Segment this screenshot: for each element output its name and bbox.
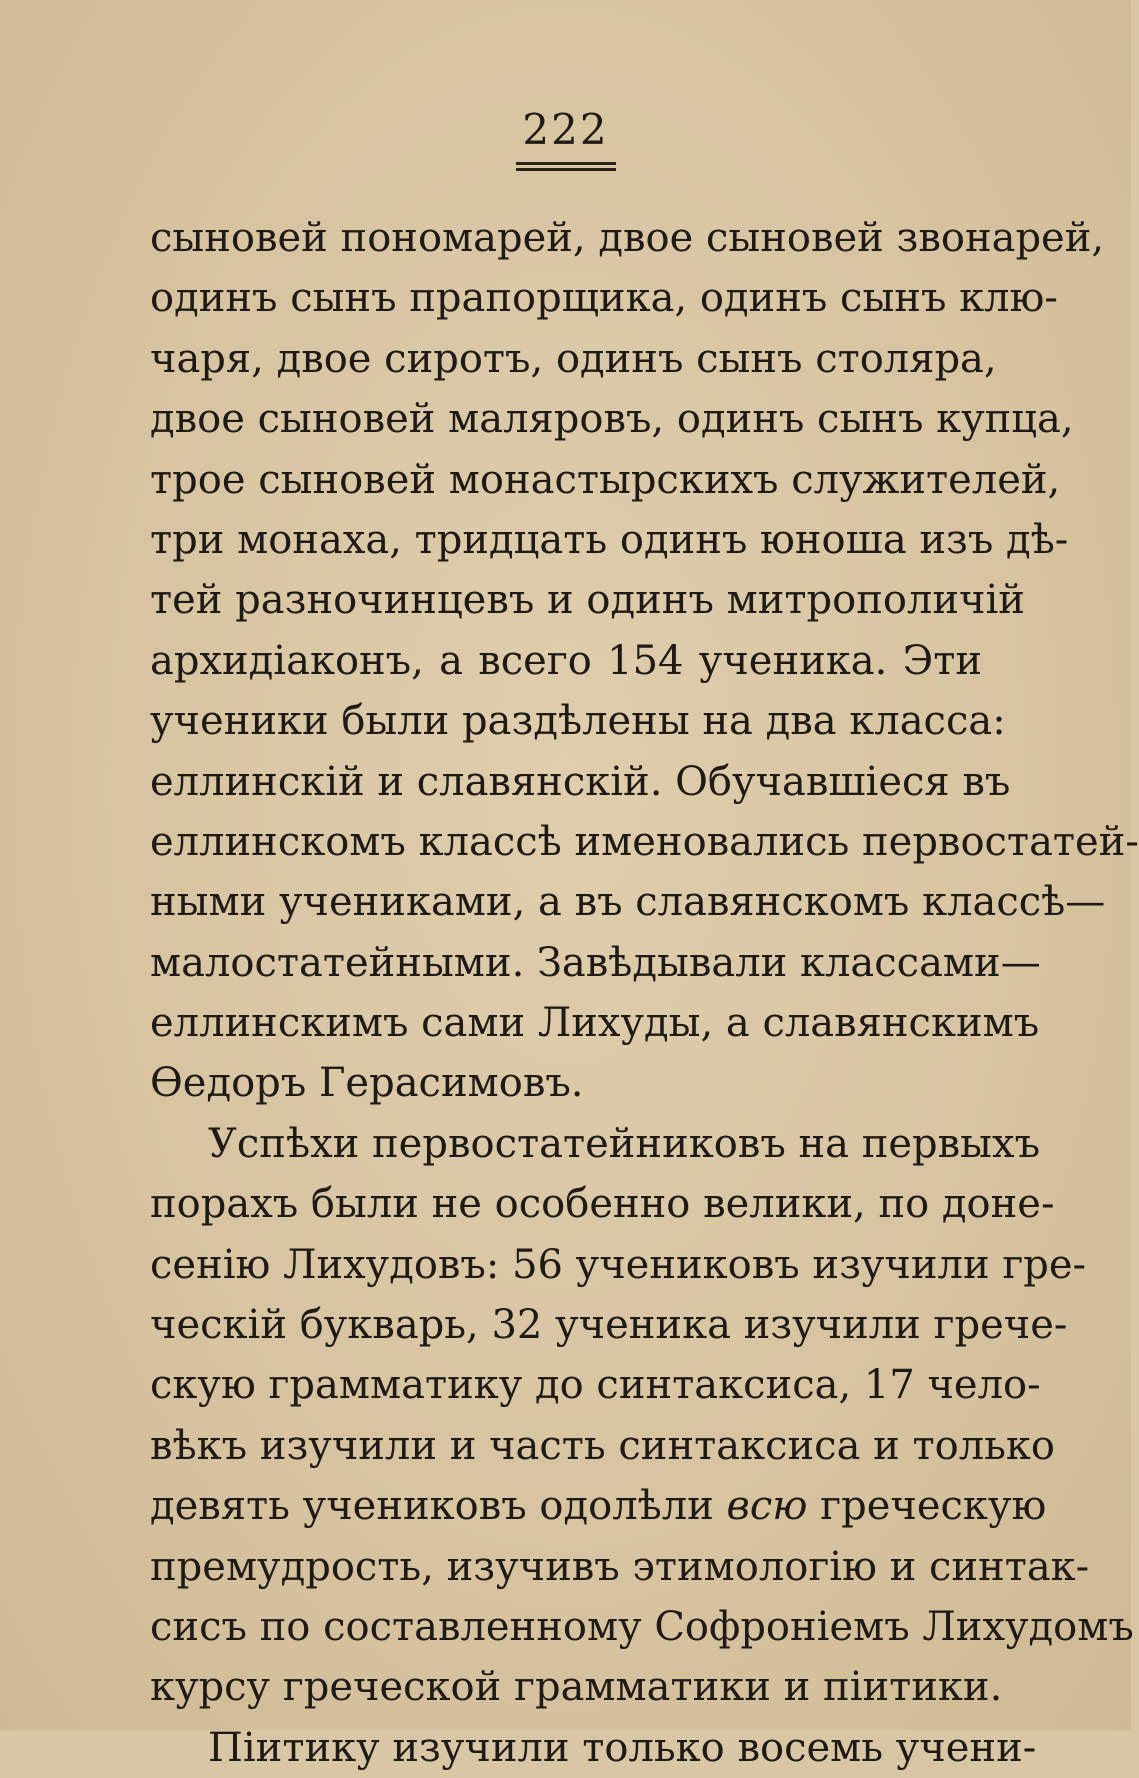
text-line: чаря, двое сиротъ, одинъ сынъ столяра,	[150, 335, 997, 382]
text-line: архидіаконъ, а всего 154 ученика. Эти	[150, 637, 982, 684]
text-line: двое сыновей маляровъ, одинъ сынъ купца,	[150, 396, 1074, 443]
text-line: скую грамматику до синтаксиса, 17 чело-	[150, 1362, 1041, 1409]
text-line: одинъ сынъ прапорщика, одинъ сынъ клю-	[150, 275, 1058, 322]
text-line: еллинскій и славянскій. Обучавшіеся въ	[150, 758, 1011, 805]
text-line: сенію Лихудовъ: 56 учениковъ изучили гре-	[150, 1241, 1087, 1288]
text-line: порахъ были не особенно велики, по доне-	[150, 1181, 1055, 1228]
text-line: трое сыновей монастырскихъ служителей,	[150, 456, 1061, 503]
text-line: малостатейными. Завѣдывали классами—	[150, 939, 1041, 986]
text-line: вѣкъ изучили и часть синтаксиса и только	[150, 1422, 1055, 1469]
text-line: сисъ по составленному Софроніемъ Лихудомъ	[150, 1603, 1134, 1650]
text-line: Ѳедоръ Герасимовъ.	[150, 1060, 584, 1107]
text-line: три монаха, тридцать одинъ юноша изъ дѣ-	[150, 516, 1069, 563]
text-line: премудрость, изучивъ этимологію и синтак-	[150, 1543, 1090, 1590]
text-line: тей разночинцевъ и одинъ митрополичій	[150, 577, 1025, 624]
text-line: еллинскомъ классѣ именовались первостатей-	[150, 818, 1139, 865]
text-line: ученики были раздѣлены на два класса:	[150, 698, 1006, 745]
text-line: ческій букварь, 32 ученика изучили грече-	[150, 1302, 1068, 1349]
emphasized-word: всю	[726, 1483, 808, 1530]
page-number-rule-lower	[516, 168, 616, 171]
text-line: еллинскимъ сами Лихуды, а славянскимъ	[150, 1000, 1040, 1047]
page-number-rule-upper	[516, 162, 616, 165]
body-text	[150, 208, 1139, 1778]
text-line: Піитику изучили только восемь учени-	[208, 1724, 1037, 1771]
text-line: Успѣхи первостатейниковъ на первыхъ	[208, 1120, 1041, 1167]
text-line: сыновей пономарей, двое сыновей звонарей,	[150, 215, 1105, 261]
text-line: курсу греческой грамматики и піитики.	[150, 1664, 1003, 1711]
text-line: ными учениками, а въ славянскомъ классѣ—	[150, 879, 1106, 926]
page-number: 222	[522, 105, 609, 154]
text-line: девять учениковъ одолѣли всю греческую	[150, 1483, 1047, 1530]
